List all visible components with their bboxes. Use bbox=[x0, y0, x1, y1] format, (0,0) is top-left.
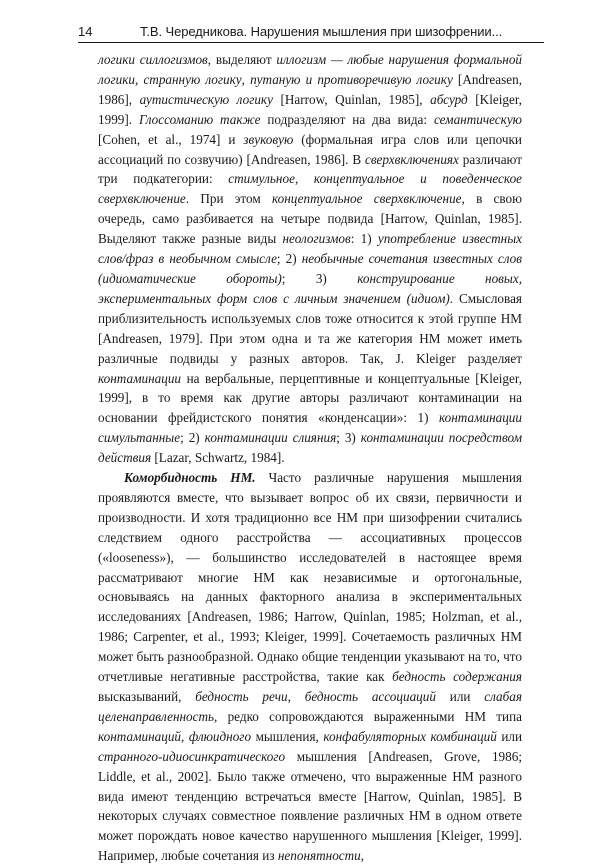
emphasis-run: конструирование новых, экспериментальных форм слов с личным значением (идиом) bbox=[98, 270, 522, 306]
emphasis-run: употребление известных слов/фраз в необычном смысле bbox=[98, 231, 522, 267]
emphasis-run: концептуальное и поведенческое сверхвключение bbox=[98, 171, 523, 207]
emphasis-run: бедность содержания bbox=[392, 669, 522, 685]
paragraph bbox=[98, 50, 522, 468]
text-run: [Cohen, et al., 1974] и bbox=[98, 131, 244, 147]
emphasis-run: контаминации посредством действия bbox=[98, 430, 523, 466]
emphasis-run: необычные сочетания известных слов (идиоматические обороты) bbox=[98, 251, 522, 286]
text-run: , выделяют bbox=[207, 52, 277, 67]
emphasis-run: звуковую bbox=[243, 131, 294, 147]
text-run: [Kleiger, 1999]. bbox=[98, 91, 522, 127]
body-text bbox=[98, 50, 522, 866]
text-run: высказываний, bbox=[98, 689, 196, 704]
emphasis-run: конфабуляторных комбинаций bbox=[323, 728, 497, 744]
page-number: 14 bbox=[78, 24, 93, 39]
emphasis-run: семантическую bbox=[433, 111, 522, 127]
emphasis-run: контаминаций bbox=[98, 728, 182, 744]
emphasis-run: флюидного bbox=[188, 728, 252, 744]
text-run: [Lazar, Schwartz, 1984]. bbox=[151, 450, 285, 466]
text-run: , bbox=[241, 71, 251, 87]
emphasis-run: логики силлогизмов bbox=[98, 52, 208, 67]
text-run: , bbox=[287, 689, 305, 704]
text-run: различают три подкатегории: bbox=[98, 151, 522, 187]
emphasis-run: концептуальное сверхвключение bbox=[271, 191, 462, 207]
text-run: подразделяют на два вида: bbox=[260, 111, 434, 127]
emphasis-run: неологизмов bbox=[282, 231, 351, 247]
emphasis-run: бедность речи bbox=[195, 689, 288, 704]
paragraph bbox=[98, 468, 522, 866]
text-run: . Смысловая приблизительность используемых слов тоже относится к этой группе НМ [Andreasen, 1979]. При этом одна и та же категория НМ может иметь различные подвиды у разных авторов. Так, J. Kleiger разделяет bbox=[98, 290, 522, 366]
emphasis-run: странную логику bbox=[143, 71, 242, 87]
text-run: , bbox=[294, 171, 314, 187]
emphasis-run: контаминации слияния bbox=[204, 430, 337, 446]
text-run: [Andreasen, 1986], bbox=[98, 71, 522, 107]
running-title: Т.В. Чередникова. Нарушения мышления при шизофрении... bbox=[140, 24, 503, 39]
text-run: , в свою очередь, само разбивается на четыре подвида [Harrow, Quinlan, 1985]. Выделяют также разные виды bbox=[98, 191, 522, 247]
emphasis-run: иллогизм — любые нарушения формальной логики bbox=[98, 52, 523, 87]
emphasis-run: абсурд bbox=[430, 91, 468, 107]
emphasis-run: контаминации симультанные bbox=[98, 410, 522, 446]
text-run: ; 3) bbox=[281, 270, 358, 286]
text-run: (формальная игра слов или цепочки ассоциаций по созвучию) [Andreasen, 1986]. В bbox=[98, 131, 522, 167]
text-run: или bbox=[496, 728, 523, 744]
text-run: на вербальные, перцептивные и концептуальные [Kleiger, 1999], в то время как другие авторы различают контаминации на основании фрейдистского понятия «конденсации»: 1) bbox=[98, 370, 522, 426]
emphasis-run: Коморбидность НМ. bbox=[124, 470, 256, 486]
emphasis-run: контаминации bbox=[98, 370, 182, 386]
emphasis-run: сверхвключениях bbox=[364, 151, 459, 167]
text-run: [Harrow, Quinlan, 1985], bbox=[272, 91, 431, 107]
text-run: , bbox=[181, 728, 189, 744]
text-run: ; 2) bbox=[180, 430, 205, 446]
text-run: , bbox=[135, 71, 144, 87]
text-run: ; 2) bbox=[276, 251, 302, 267]
running-header bbox=[78, 22, 544, 44]
emphasis-run: путаную и противоречивую логику bbox=[250, 71, 453, 87]
text-run: ; 3) bbox=[336, 430, 361, 446]
text-run: . При этом bbox=[185, 191, 272, 207]
text-run: мышления [Andreasen, Grove, 1986; Liddle, et al., 2002]. Было также отмечено, что выраженные НМ разного вида имеют тенденцию встречаться вместе [Harrow, Quinlan, 1985]. В некоторых случаях совместное появление различных НМ в одном ответе может порождать новое качество нарушенного мышления [Kleiger, 1999]. Например, любые сочетания из bbox=[98, 748, 522, 864]
text-run: : 1) bbox=[350, 231, 378, 247]
emphasis-run: стимульное bbox=[228, 171, 295, 187]
emphasis-run: слабая целенаправленность bbox=[98, 689, 522, 724]
emphasis-run: непонятности bbox=[277, 848, 361, 864]
text-run: Часто различные нарушения мышления проявляются вместе, что вызывает вопрос об их связи, первичности и производности. И хотя традиционно все НМ при шизофрении считались следствием одного расстройства — ассоциативных процессов («looseness»), — большинство исследователей в настоящее время рассматривают многие НМ как независимые и ортогональные, основываясь на данных факторного анализа в экспериментальных исследованиях [Andreasen, 1986; Harrow, Quinlan, 1985; Holzman, et al., 1986; Carpenter, et al., 1993; Kleiger, 1999]. Сочетаемость различных НМ может быть разнообразной. Однако общие тенденции указывают на то, что отчетливые негативные расстройства, такие как bbox=[98, 470, 523, 685]
header-rule bbox=[78, 42, 544, 43]
emphasis-run: аутистическую логику bbox=[139, 91, 273, 107]
text-run: , bbox=[360, 848, 365, 864]
text-run: или bbox=[435, 689, 485, 704]
emphasis-run: странного-идиосинкратического bbox=[98, 748, 286, 764]
emphasis-run: бедность ассоциаций bbox=[304, 689, 436, 704]
text-run: мышления, bbox=[251, 728, 324, 744]
text-run: , редко сопровождаются выраженными НМ типа bbox=[214, 708, 522, 724]
emphasis-run: Глоссоманию также bbox=[138, 111, 261, 127]
